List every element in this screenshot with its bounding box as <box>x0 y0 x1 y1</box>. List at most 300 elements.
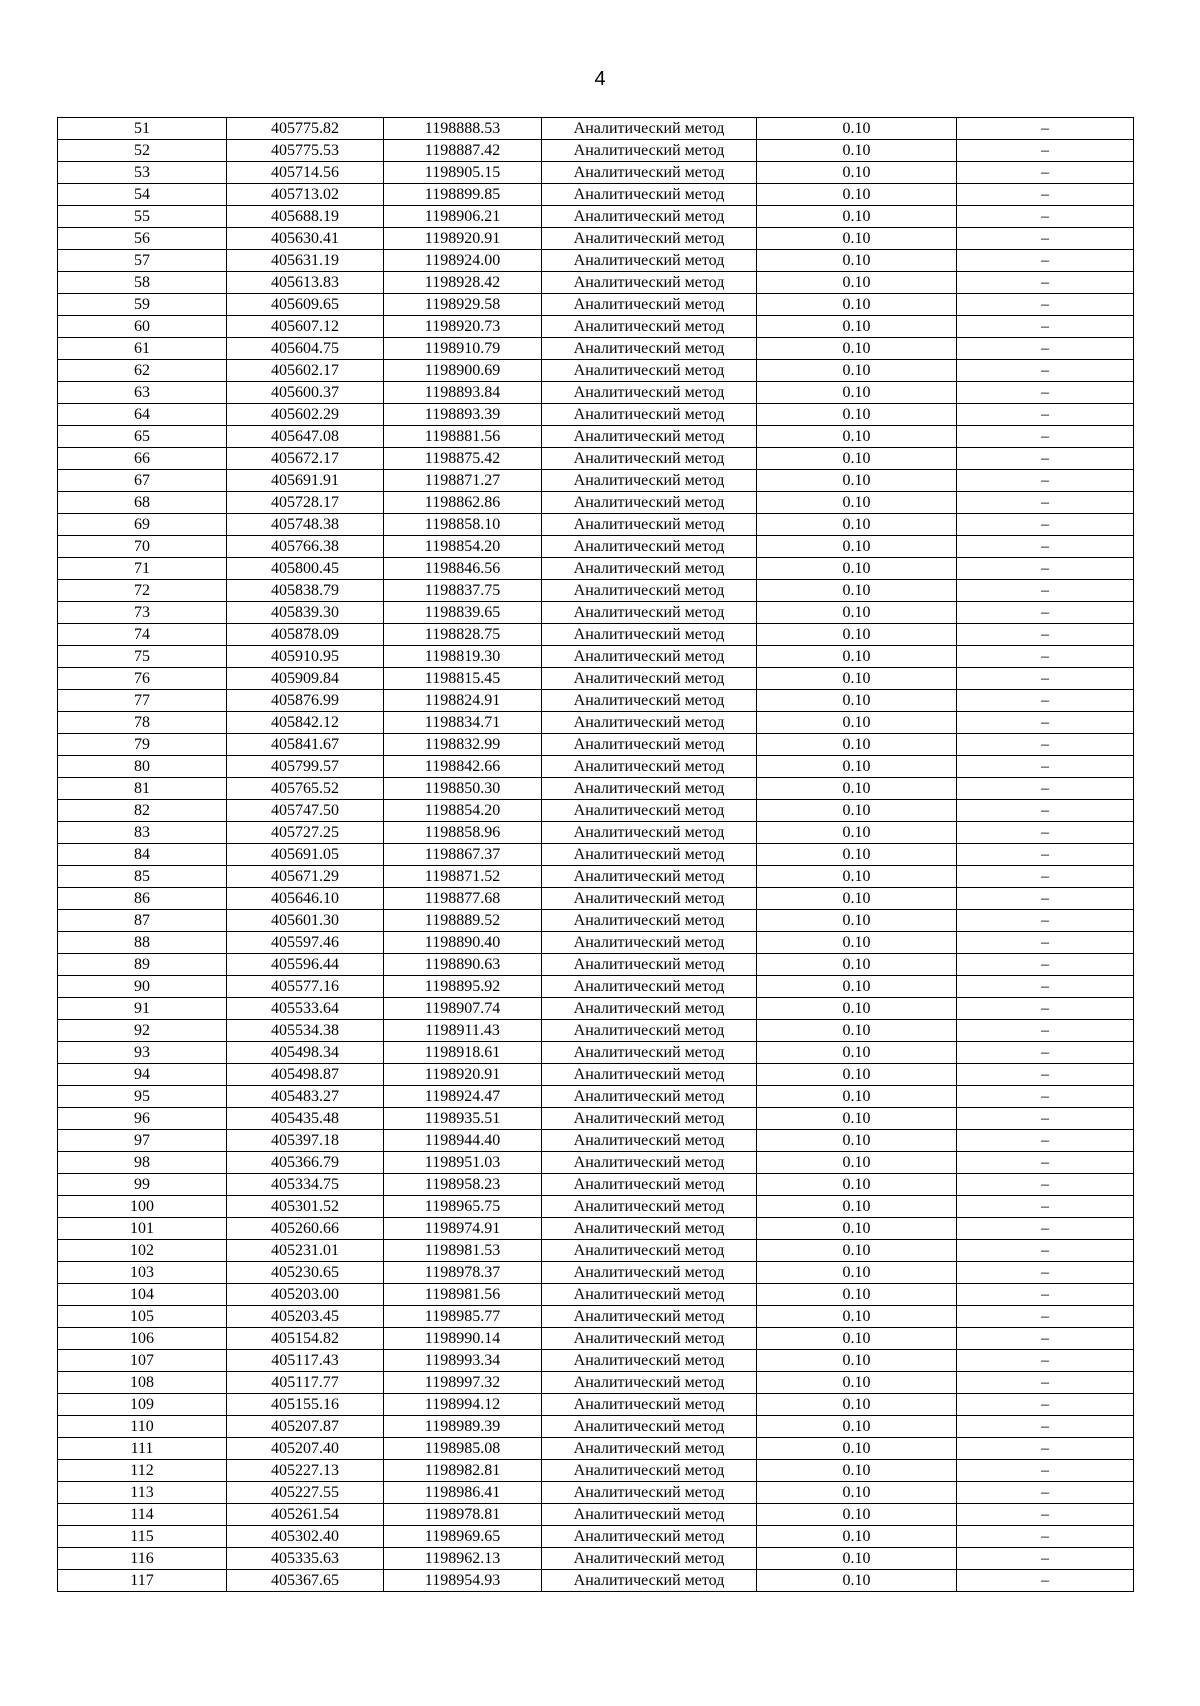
method-cell: Аналитический метод <box>542 250 757 272</box>
point-number-cell: 58 <box>58 272 227 294</box>
point-number-cell: 91 <box>58 998 227 1020</box>
x-coordinate-cell: 405231.01 <box>227 1240 384 1262</box>
accuracy-cell: 0.10 <box>757 360 957 382</box>
y-coordinate-cell: 1198986.41 <box>384 1482 542 1504</box>
point-number-cell: 109 <box>58 1394 227 1416</box>
table-row <box>58 1262 1134 1284</box>
y-coordinate-cell: 1198920.91 <box>384 228 542 250</box>
note-cell: – <box>957 1460 1134 1482</box>
point-number-cell: 103 <box>58 1262 227 1284</box>
point-number-cell: 54 <box>58 184 227 206</box>
method-cell: Аналитический метод <box>542 976 757 998</box>
method-cell: Аналитический метод <box>542 1196 757 1218</box>
x-coordinate-cell: 405714.56 <box>227 162 384 184</box>
y-coordinate-cell: 1198888.53 <box>384 118 542 140</box>
method-cell: Аналитический метод <box>542 1152 757 1174</box>
y-coordinate-cell: 1198895.92 <box>384 976 542 998</box>
method-cell: Аналитический метод <box>542 1262 757 1284</box>
point-number-cell: 55 <box>58 206 227 228</box>
note-cell: – <box>957 1174 1134 1196</box>
note-cell: – <box>957 514 1134 536</box>
y-coordinate-cell: 1198871.27 <box>384 470 542 492</box>
x-coordinate-cell: 405302.40 <box>227 1526 384 1548</box>
y-coordinate-cell: 1198819.30 <box>384 646 542 668</box>
point-number-cell: 81 <box>58 778 227 800</box>
y-coordinate-cell: 1198887.42 <box>384 140 542 162</box>
point-number-cell: 69 <box>58 514 227 536</box>
method-cell: Аналитический метод <box>542 1570 757 1592</box>
table-row <box>58 140 1134 162</box>
note-cell: – <box>957 800 1134 822</box>
method-cell: Аналитический метод <box>542 1460 757 1482</box>
note-cell: – <box>957 712 1134 734</box>
x-coordinate-cell: 405207.40 <box>227 1438 384 1460</box>
point-number-cell: 78 <box>58 712 227 734</box>
note-cell: – <box>957 910 1134 932</box>
table-row <box>58 888 1134 910</box>
y-coordinate-cell: 1198881.56 <box>384 426 542 448</box>
note-cell: – <box>957 426 1134 448</box>
table-row <box>58 536 1134 558</box>
table-row <box>58 338 1134 360</box>
note-cell: – <box>957 976 1134 998</box>
x-coordinate-cell: 405483.27 <box>227 1086 384 1108</box>
note-cell: – <box>957 954 1134 976</box>
method-cell: Аналитический метод <box>542 448 757 470</box>
note-cell: – <box>957 1042 1134 1064</box>
point-number-cell: 115 <box>58 1526 227 1548</box>
point-number-cell: 104 <box>58 1284 227 1306</box>
point-number-cell: 79 <box>58 734 227 756</box>
y-coordinate-cell: 1198900.69 <box>384 360 542 382</box>
method-cell: Аналитический метод <box>542 756 757 778</box>
accuracy-cell: 0.10 <box>757 778 957 800</box>
y-coordinate-cell: 1198918.61 <box>384 1042 542 1064</box>
table-row <box>58 1372 1134 1394</box>
note-cell: – <box>957 1262 1134 1284</box>
x-coordinate-cell: 405600.37 <box>227 382 384 404</box>
y-coordinate-cell: 1198911.43 <box>384 1020 542 1042</box>
x-coordinate-cell: 405203.00 <box>227 1284 384 1306</box>
table-row <box>58 1042 1134 1064</box>
method-cell: Аналитический метод <box>542 580 757 602</box>
x-coordinate-cell: 405842.12 <box>227 712 384 734</box>
point-number-cell: 82 <box>58 800 227 822</box>
table-row <box>58 866 1134 888</box>
table-row <box>58 800 1134 822</box>
accuracy-cell: 0.10 <box>757 1262 957 1284</box>
x-coordinate-cell: 405839.30 <box>227 602 384 624</box>
accuracy-cell: 0.10 <box>757 976 957 998</box>
note-cell: – <box>957 1240 1134 1262</box>
method-cell: Аналитический метод <box>542 734 757 756</box>
accuracy-cell: 0.10 <box>757 1504 957 1526</box>
accuracy-cell: 0.10 <box>757 910 957 932</box>
point-number-cell: 77 <box>58 690 227 712</box>
accuracy-cell: 0.10 <box>757 162 957 184</box>
note-cell: – <box>957 1372 1134 1394</box>
point-number-cell: 113 <box>58 1482 227 1504</box>
table-row <box>58 1328 1134 1350</box>
x-coordinate-cell: 405878.09 <box>227 624 384 646</box>
point-number-cell: 51 <box>58 118 227 140</box>
table-row <box>58 1064 1134 1086</box>
note-cell: – <box>957 1416 1134 1438</box>
point-number-cell: 60 <box>58 316 227 338</box>
point-number-cell: 97 <box>58 1130 227 1152</box>
table-row <box>58 1174 1134 1196</box>
method-cell: Аналитический метод <box>542 228 757 250</box>
note-cell: – <box>957 1086 1134 1108</box>
method-cell: Аналитический метод <box>542 316 757 338</box>
accuracy-cell: 0.10 <box>757 734 957 756</box>
note-cell: – <box>957 1284 1134 1306</box>
method-cell: Аналитический метод <box>542 866 757 888</box>
accuracy-cell: 0.10 <box>757 1020 957 1042</box>
method-cell: Аналитический метод <box>542 1328 757 1350</box>
table-row <box>58 580 1134 602</box>
x-coordinate-cell: 405154.82 <box>227 1328 384 1350</box>
point-number-cell: 83 <box>58 822 227 844</box>
point-number-cell: 93 <box>58 1042 227 1064</box>
note-cell: – <box>957 646 1134 668</box>
table-row <box>58 1504 1134 1526</box>
method-cell: Аналитический метод <box>542 822 757 844</box>
point-number-cell: 65 <box>58 426 227 448</box>
y-coordinate-cell: 1198890.40 <box>384 932 542 954</box>
x-coordinate-cell: 405647.08 <box>227 426 384 448</box>
note-cell: – <box>957 1570 1134 1592</box>
table-row <box>58 250 1134 272</box>
note-cell: – <box>957 1152 1134 1174</box>
y-coordinate-cell: 1198890.63 <box>384 954 542 976</box>
note-cell: – <box>957 558 1134 580</box>
x-coordinate-cell: 405334.75 <box>227 1174 384 1196</box>
accuracy-cell: 0.10 <box>757 492 957 514</box>
accuracy-cell: 0.10 <box>757 844 957 866</box>
note-cell: – <box>957 734 1134 756</box>
point-number-cell: 98 <box>58 1152 227 1174</box>
table-row <box>58 228 1134 250</box>
accuracy-cell: 0.10 <box>757 1218 957 1240</box>
table-row <box>58 756 1134 778</box>
x-coordinate-cell: 405230.65 <box>227 1262 384 1284</box>
y-coordinate-cell: 1198854.20 <box>384 536 542 558</box>
accuracy-cell: 0.10 <box>757 1482 957 1504</box>
y-coordinate-cell: 1198871.52 <box>384 866 542 888</box>
y-coordinate-cell: 1198839.65 <box>384 602 542 624</box>
point-number-cell: 111 <box>58 1438 227 1460</box>
x-coordinate-cell: 405748.38 <box>227 514 384 536</box>
x-coordinate-cell: 405117.43 <box>227 1350 384 1372</box>
method-cell: Аналитический метод <box>542 492 757 514</box>
note-cell: – <box>957 822 1134 844</box>
y-coordinate-cell: 1198981.56 <box>384 1284 542 1306</box>
note-cell: – <box>957 382 1134 404</box>
note-cell: – <box>957 250 1134 272</box>
y-coordinate-cell: 1198982.81 <box>384 1460 542 1482</box>
x-coordinate-cell: 405631.19 <box>227 250 384 272</box>
note-cell: – <box>957 866 1134 888</box>
y-coordinate-cell: 1198994.12 <box>384 1394 542 1416</box>
table-row <box>58 1394 1134 1416</box>
x-coordinate-cell: 405602.17 <box>227 360 384 382</box>
table-row <box>58 1086 1134 1108</box>
coordinates-table <box>57 117 1134 1592</box>
method-cell: Аналитический метод <box>542 404 757 426</box>
y-coordinate-cell: 1198928.42 <box>384 272 542 294</box>
point-number-cell: 59 <box>58 294 227 316</box>
y-coordinate-cell: 1198974.91 <box>384 1218 542 1240</box>
y-coordinate-cell: 1198889.52 <box>384 910 542 932</box>
accuracy-cell: 0.10 <box>757 184 957 206</box>
method-cell: Аналитический метод <box>542 1438 757 1460</box>
y-coordinate-cell: 1198824.91 <box>384 690 542 712</box>
table-row <box>58 734 1134 756</box>
method-cell: Аналитический метод <box>542 1306 757 1328</box>
point-number-cell: 102 <box>58 1240 227 1262</box>
accuracy-cell: 0.10 <box>757 1284 957 1306</box>
x-coordinate-cell: 405498.34 <box>227 1042 384 1064</box>
table-row <box>58 1218 1134 1240</box>
point-number-cell: 71 <box>58 558 227 580</box>
x-coordinate-cell: 405876.99 <box>227 690 384 712</box>
point-number-cell: 70 <box>58 536 227 558</box>
note-cell: – <box>957 1438 1134 1460</box>
method-cell: Аналитический метод <box>542 910 757 932</box>
note-cell: – <box>957 668 1134 690</box>
x-coordinate-cell: 405227.55 <box>227 1482 384 1504</box>
point-number-cell: 76 <box>58 668 227 690</box>
accuracy-cell: 0.10 <box>757 690 957 712</box>
method-cell: Аналитический метод <box>542 118 757 140</box>
accuracy-cell: 0.10 <box>757 800 957 822</box>
x-coordinate-cell: 405766.38 <box>227 536 384 558</box>
table-row <box>58 712 1134 734</box>
table-row <box>58 1020 1134 1042</box>
point-number-cell: 61 <box>58 338 227 360</box>
note-cell: – <box>957 162 1134 184</box>
method-cell: Аналитический метод <box>542 1394 757 1416</box>
table-row <box>58 954 1134 976</box>
method-cell: Аналитический метод <box>542 206 757 228</box>
method-cell: Аналитический метод <box>542 646 757 668</box>
table-row <box>58 316 1134 338</box>
table-row <box>58 1306 1134 1328</box>
y-coordinate-cell: 1198954.93 <box>384 1570 542 1592</box>
accuracy-cell: 0.10 <box>757 1438 957 1460</box>
accuracy-cell: 0.10 <box>757 382 957 404</box>
accuracy-cell: 0.10 <box>757 646 957 668</box>
y-coordinate-cell: 1198854.20 <box>384 800 542 822</box>
point-number-cell: 94 <box>58 1064 227 1086</box>
accuracy-cell: 0.10 <box>757 756 957 778</box>
accuracy-cell: 0.10 <box>757 888 957 910</box>
x-coordinate-cell: 405691.05 <box>227 844 384 866</box>
note-cell: – <box>957 272 1134 294</box>
table-row <box>58 844 1134 866</box>
table-row <box>58 1460 1134 1482</box>
accuracy-cell: 0.10 <box>757 866 957 888</box>
y-coordinate-cell: 1198958.23 <box>384 1174 542 1196</box>
table-row <box>58 778 1134 800</box>
y-coordinate-cell: 1198867.37 <box>384 844 542 866</box>
table-row <box>58 1416 1134 1438</box>
y-coordinate-cell: 1198935.51 <box>384 1108 542 1130</box>
table-row <box>58 668 1134 690</box>
note-cell: – <box>957 1020 1134 1042</box>
method-cell: Аналитический метод <box>542 1482 757 1504</box>
method-cell: Аналитический метод <box>542 998 757 1020</box>
point-number-cell: 67 <box>58 470 227 492</box>
point-number-cell: 116 <box>58 1548 227 1570</box>
accuracy-cell: 0.10 <box>757 1108 957 1130</box>
accuracy-cell: 0.10 <box>757 140 957 162</box>
table-row <box>58 1526 1134 1548</box>
point-number-cell: 90 <box>58 976 227 998</box>
method-cell: Аналитический метод <box>542 1416 757 1438</box>
x-coordinate-cell: 405533.64 <box>227 998 384 1020</box>
y-coordinate-cell: 1198965.75 <box>384 1196 542 1218</box>
note-cell: – <box>957 1548 1134 1570</box>
x-coordinate-cell: 405800.45 <box>227 558 384 580</box>
note-cell: – <box>957 1394 1134 1416</box>
note-cell: – <box>957 1350 1134 1372</box>
point-number-cell: 66 <box>58 448 227 470</box>
table-row <box>58 206 1134 228</box>
note-cell: – <box>957 536 1134 558</box>
x-coordinate-cell: 405577.16 <box>227 976 384 998</box>
table-row <box>58 998 1134 1020</box>
table-row <box>58 514 1134 536</box>
x-coordinate-cell: 405435.48 <box>227 1108 384 1130</box>
point-number-cell: 56 <box>58 228 227 250</box>
note-cell: – <box>957 140 1134 162</box>
x-coordinate-cell: 405841.67 <box>227 734 384 756</box>
x-coordinate-cell: 405335.63 <box>227 1548 384 1570</box>
y-coordinate-cell: 1198985.77 <box>384 1306 542 1328</box>
x-coordinate-cell: 405261.54 <box>227 1504 384 1526</box>
method-cell: Аналитический метод <box>542 712 757 734</box>
point-number-cell: 89 <box>58 954 227 976</box>
point-number-cell: 92 <box>58 1020 227 1042</box>
y-coordinate-cell: 1198978.81 <box>384 1504 542 1526</box>
method-cell: Аналитический метод <box>542 800 757 822</box>
y-coordinate-cell: 1198893.39 <box>384 404 542 426</box>
x-coordinate-cell: 405602.29 <box>227 404 384 426</box>
method-cell: Аналитический метод <box>542 184 757 206</box>
table-row <box>58 910 1134 932</box>
method-cell: Аналитический метод <box>542 1086 757 1108</box>
accuracy-cell: 0.10 <box>757 668 957 690</box>
accuracy-cell: 0.10 <box>757 514 957 536</box>
x-coordinate-cell: 405727.25 <box>227 822 384 844</box>
y-coordinate-cell: 1198920.91 <box>384 1064 542 1086</box>
x-coordinate-cell: 405613.83 <box>227 272 384 294</box>
table-row <box>58 1284 1134 1306</box>
x-coordinate-cell: 405227.13 <box>227 1460 384 1482</box>
note-cell: – <box>957 602 1134 624</box>
accuracy-cell: 0.10 <box>757 1526 957 1548</box>
table-row <box>58 404 1134 426</box>
x-coordinate-cell: 405203.45 <box>227 1306 384 1328</box>
y-coordinate-cell: 1198951.03 <box>384 1152 542 1174</box>
accuracy-cell: 0.10 <box>757 558 957 580</box>
point-number-cell: 57 <box>58 250 227 272</box>
x-coordinate-cell: 405397.18 <box>227 1130 384 1152</box>
accuracy-cell: 0.10 <box>757 1372 957 1394</box>
note-cell: – <box>957 756 1134 778</box>
note-cell: – <box>957 1064 1134 1086</box>
note-cell: – <box>957 690 1134 712</box>
x-coordinate-cell: 405597.46 <box>227 932 384 954</box>
y-coordinate-cell: 1198981.53 <box>384 1240 542 1262</box>
y-coordinate-cell: 1198837.75 <box>384 580 542 602</box>
accuracy-cell: 0.10 <box>757 1240 957 1262</box>
accuracy-cell: 0.10 <box>757 1130 957 1152</box>
method-cell: Аналитический метод <box>542 1284 757 1306</box>
x-coordinate-cell: 405799.57 <box>227 756 384 778</box>
accuracy-cell: 0.10 <box>757 316 957 338</box>
table-row <box>58 1438 1134 1460</box>
method-cell: Аналитический метод <box>542 1020 757 1042</box>
accuracy-cell: 0.10 <box>757 448 957 470</box>
y-coordinate-cell: 1198920.73 <box>384 316 542 338</box>
x-coordinate-cell: 405367.65 <box>227 1570 384 1592</box>
point-number-cell: 87 <box>58 910 227 932</box>
point-number-cell: 68 <box>58 492 227 514</box>
y-coordinate-cell: 1198893.84 <box>384 382 542 404</box>
x-coordinate-cell: 405596.44 <box>227 954 384 976</box>
y-coordinate-cell: 1198944.40 <box>384 1130 542 1152</box>
y-coordinate-cell: 1198985.08 <box>384 1438 542 1460</box>
point-number-cell: 80 <box>58 756 227 778</box>
x-coordinate-cell: 405688.19 <box>227 206 384 228</box>
y-coordinate-cell: 1198828.75 <box>384 624 542 646</box>
y-coordinate-cell: 1198858.96 <box>384 822 542 844</box>
method-cell: Аналитический метод <box>542 294 757 316</box>
table-row <box>58 492 1134 514</box>
y-coordinate-cell: 1198929.58 <box>384 294 542 316</box>
table-row <box>58 1130 1134 1152</box>
method-cell: Аналитический метод <box>542 1548 757 1570</box>
method-cell: Аналитический метод <box>542 668 757 690</box>
method-cell: Аналитический метод <box>542 514 757 536</box>
note-cell: – <box>957 404 1134 426</box>
y-coordinate-cell: 1198846.56 <box>384 558 542 580</box>
method-cell: Аналитический метод <box>542 1042 757 1064</box>
method-cell: Аналитический метод <box>542 1372 757 1394</box>
table-row <box>58 976 1134 998</box>
x-coordinate-cell: 405909.84 <box>227 668 384 690</box>
x-coordinate-cell: 405765.52 <box>227 778 384 800</box>
x-coordinate-cell: 405301.52 <box>227 1196 384 1218</box>
page-number: 4 <box>594 68 606 90</box>
note-cell: – <box>957 316 1134 338</box>
method-cell: Аналитический метод <box>542 382 757 404</box>
point-number-cell: 95 <box>58 1086 227 1108</box>
y-coordinate-cell: 1198832.99 <box>384 734 542 756</box>
point-number-cell: 53 <box>58 162 227 184</box>
note-cell: – <box>957 1482 1134 1504</box>
accuracy-cell: 0.10 <box>757 118 957 140</box>
y-coordinate-cell: 1198962.13 <box>384 1548 542 1570</box>
point-number-cell: 108 <box>58 1372 227 1394</box>
accuracy-cell: 0.10 <box>757 338 957 360</box>
x-coordinate-cell: 405607.12 <box>227 316 384 338</box>
method-cell: Аналитический метод <box>542 1240 757 1262</box>
method-cell: Аналитический метод <box>542 1504 757 1526</box>
